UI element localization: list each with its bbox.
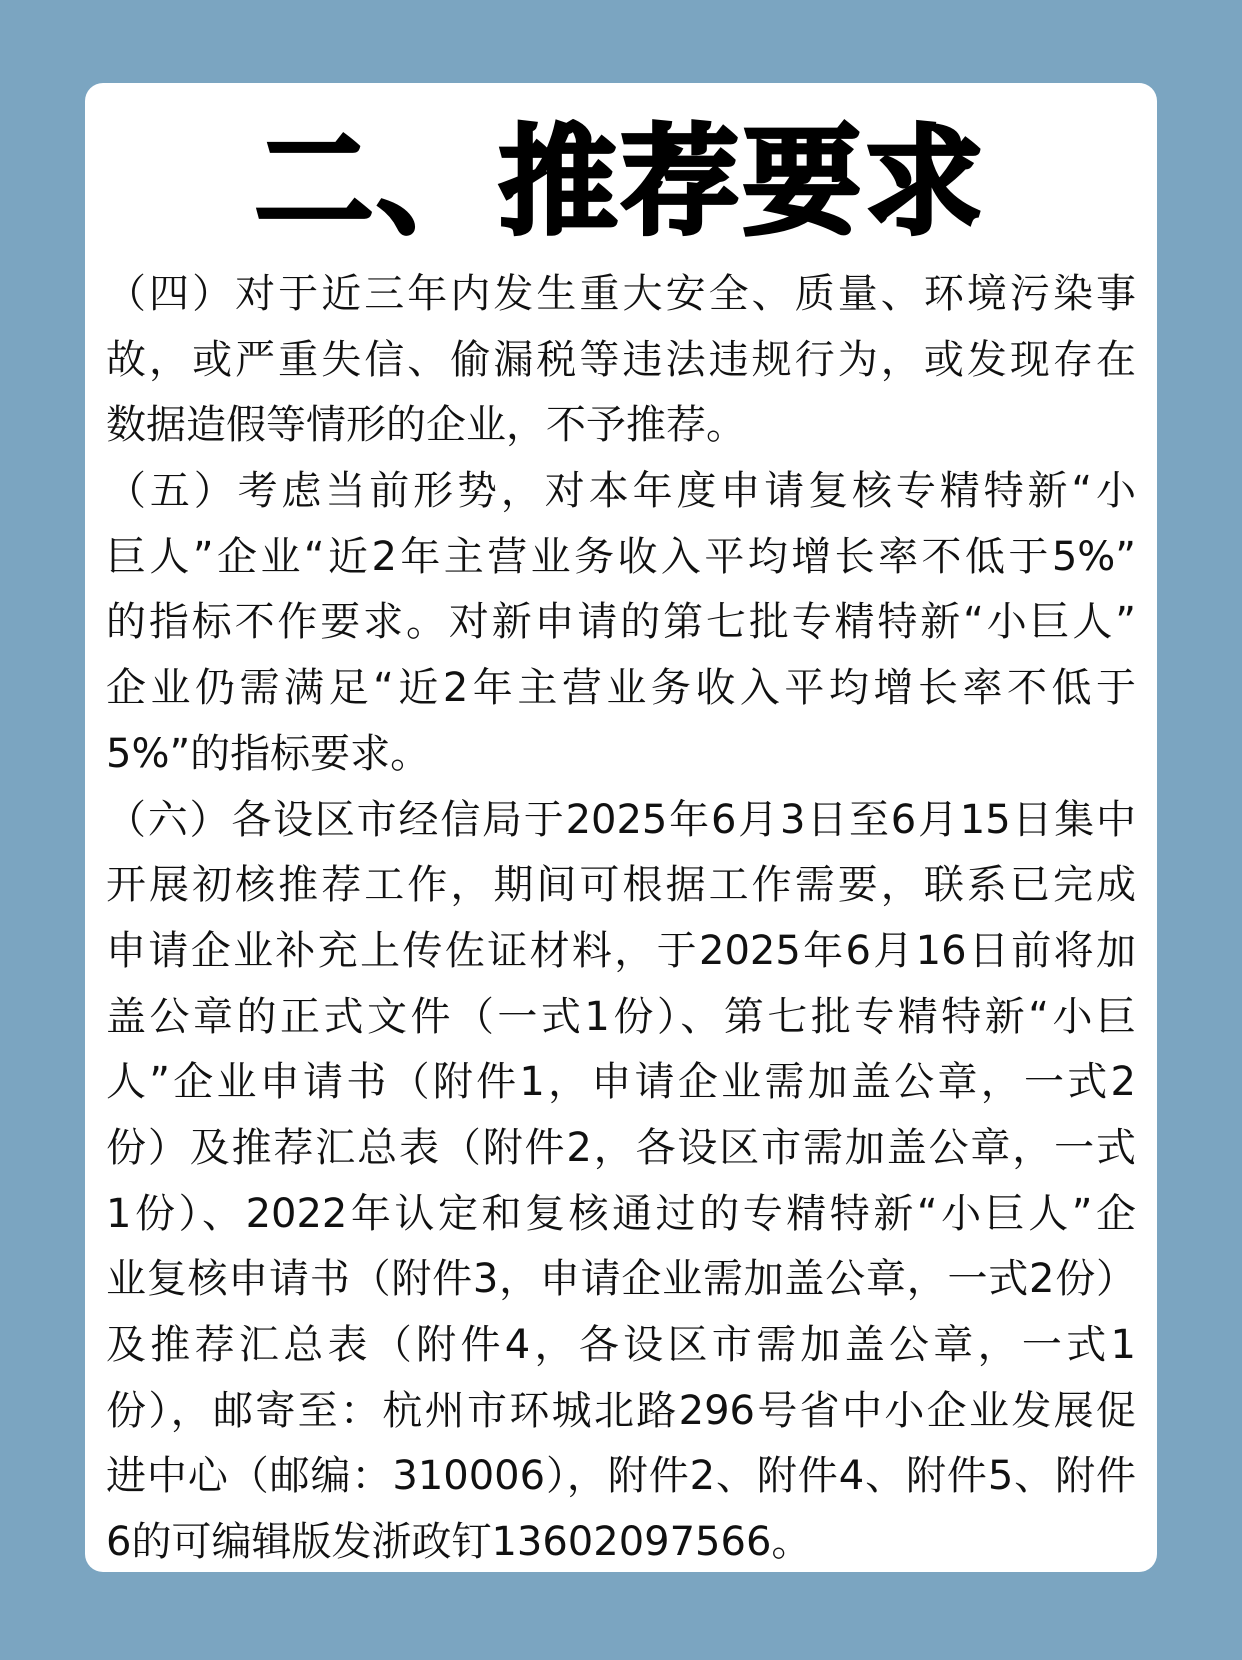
text-line: 巨人”企业“近2年主营业务收入平均增长率不低于5%” bbox=[106, 533, 1136, 580]
text-line: 的指标不作要求。对新申请的第七批专精特新“小巨人” bbox=[106, 599, 1136, 646]
text-line: （六）各设区市经信局于2025年6月3日至6月15日集中 bbox=[106, 796, 1136, 843]
document-body bbox=[106, 262, 1146, 1576]
paragraph bbox=[106, 262, 1146, 459]
page-title: 二、推荐要求 bbox=[254, 113, 987, 251]
text-line: 6的可编辑版发浙政钉13602097566。 bbox=[106, 1519, 812, 1566]
text-line: 进中心（邮编：310006），附件2、附件4、附件5、附件 bbox=[106, 1453, 1136, 1500]
text-line: 份）及推荐汇总表（附件2，各设区市需加盖公章，一式 bbox=[106, 1124, 1136, 1171]
text-line: 申请企业补充上传佐证材料，于2025年6月16日前将加 bbox=[106, 927, 1136, 974]
text-line: 企业仍需满足“近2年主营业务收入平均增长率不低于 bbox=[106, 665, 1136, 712]
text-line: 及推荐汇总表（附件4，各设区市需加盖公章，一式1 bbox=[106, 1322, 1136, 1368]
text-line: 盖公章的正式文件（一式1份）、第七批专精特新“小巨 bbox=[106, 993, 1136, 1040]
text-line: 故，或严重失信、偷漏税等违法违规行为，或发现存在 bbox=[106, 336, 1136, 383]
text-line: 5%”的指标要求。 bbox=[106, 730, 431, 777]
text-line: 业复核申请书（附件3，申请企业需加盖公章，一式2份） bbox=[106, 1256, 1136, 1303]
text-line: （四）对于近三年内发生重大安全、质量、环境污染事 bbox=[106, 271, 1136, 317]
paragraph bbox=[106, 459, 1146, 787]
text-line: 开展初核推荐工作，期间可根据工作需要，联系已完成 bbox=[106, 862, 1136, 909]
paragraph bbox=[106, 788, 1146, 1576]
text-line: 1份）、2022年认定和复核通过的专精特新“小巨人”企 bbox=[106, 1190, 1136, 1237]
text-line: 数据造假等情形的企业，不予推荐。 bbox=[106, 402, 746, 449]
text-line: 份），邮寄至：杭州市环城北路296号省中小企业发展促 bbox=[106, 1387, 1136, 1434]
text-line: （五）考虑当前形势，对本年度申请复核专精特新“小 bbox=[106, 468, 1136, 515]
text-line: 人”企业申请书（附件1，申请企业需加盖公章，一式2 bbox=[106, 1059, 1136, 1106]
